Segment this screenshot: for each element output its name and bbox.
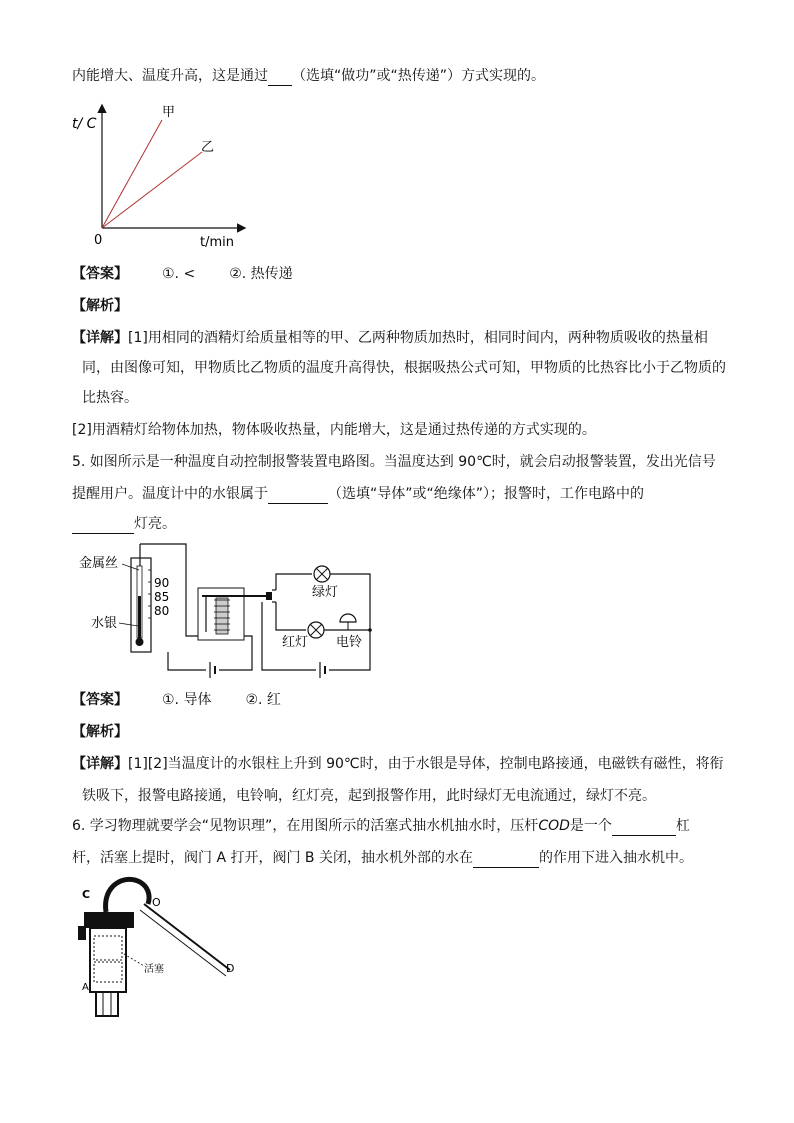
bell-label: 电铃 xyxy=(336,635,363,650)
scale-90: 90 xyxy=(154,576,170,590)
q5-answer: 【答案】 ①. 导体 ②. 红 xyxy=(72,692,281,708)
red-lamp-label: 红灯 xyxy=(282,635,309,650)
lever-arm xyxy=(144,904,230,970)
pump-head xyxy=(84,912,134,928)
q5-question-line-1: 5. 如图所示是一种温度自动控制报警装置电路图。当温度达到 90℃时，就会启动报警装置，发出光信号 xyxy=(72,454,716,470)
scale-80: 80 xyxy=(154,604,170,618)
label-jia: 甲 xyxy=(162,105,176,120)
origin-label: 0 xyxy=(94,233,103,248)
y-axis-label: t/ C xyxy=(72,116,97,132)
x-axis-label: t/min xyxy=(200,235,234,250)
q6-blank-1 xyxy=(612,819,676,836)
scale-85: 85 xyxy=(154,590,170,604)
mercury-label: 水银 xyxy=(91,616,118,631)
q4-detail-line-4: [2]用酒精灯给物体加热，物体吸收热量，内能增大，这是通过热传递的方式实现的。 xyxy=(72,422,596,438)
q4-question-tail: 内能增大、温度升高，这是通过 （选填“做功”或“热传递”）方式实现的。 xyxy=(72,68,546,84)
temperature-time-graph xyxy=(68,96,268,256)
bell xyxy=(340,614,356,622)
label-yi: 乙 xyxy=(201,140,215,155)
q4-blank xyxy=(268,69,292,86)
q5-analysis-heading: 【解析】 xyxy=(72,724,128,740)
q5-question-line-2: 提醒用户。温度计中的水银属于 （选填“导体”或“绝缘体”）；报警时，工作电路中的 xyxy=(72,486,645,502)
intake-pipe xyxy=(96,992,118,1016)
q4-answer: 【答案】 ①. < ②. 热传递 xyxy=(72,266,293,282)
piston-pump-figure xyxy=(70,870,250,1020)
green-lamp-label: 绿灯 xyxy=(312,585,339,600)
label-o: O xyxy=(152,896,161,909)
q6-question-line-2: 杆，活塞上提时，阀门 A 打开，阀门 B 关闭，抽水机外部的水在 的作用下进入抽水机中。 xyxy=(72,850,693,866)
q5-blank-1 xyxy=(268,487,328,504)
q5-blank-2 xyxy=(72,517,134,534)
line-yi xyxy=(102,152,202,228)
q4-detail-line-3: 比热容。 xyxy=(82,390,138,406)
q4-analysis-heading: 【解析】 xyxy=(72,298,128,314)
q5-question-line-3: 灯亮。 xyxy=(72,514,176,534)
alarm-circuit-diagram xyxy=(76,540,386,680)
mercury-bulb xyxy=(136,638,144,646)
label-a: A xyxy=(82,982,89,993)
q4-detail-line-2: 同，由图像可知，甲物质比乙物质的温度升高得快，根据吸热公式可知，甲物质的比热容比小于乙物质的 xyxy=(82,360,726,376)
metal-wire-label: 金属丝 xyxy=(79,556,119,571)
label-d: D xyxy=(226,962,235,975)
q6-question-line-1: 6. 学习物理就要学会“见物识理”，在用图所示的活塞式抽水机抽水时，压杆COD是一个 杠 xyxy=(72,818,690,834)
q4-detail-line-1: 【详解】[1]用相同的酒精灯给质量相等的甲、乙两种物质加热时，相同时间内，两种物质吸收的热量相 xyxy=(72,330,708,346)
line-jia xyxy=(102,120,162,228)
label-piston: 活塞 xyxy=(144,964,164,975)
q6-blank-2 xyxy=(473,851,539,868)
q5-detail-line-1: 【详解】[1][2]当温度计的水银柱上升到 90℃时，由于水银是导体，控制电路接通，电磁铁有磁性，将衔 xyxy=(72,756,724,772)
q5-detail-line-2: 铁吸下，报警电路接通，电铃响，红灯亮，起到报警作用，此时绿灯无电流通过，绿灯不亮。 xyxy=(82,788,656,804)
label-c: C xyxy=(82,888,91,901)
